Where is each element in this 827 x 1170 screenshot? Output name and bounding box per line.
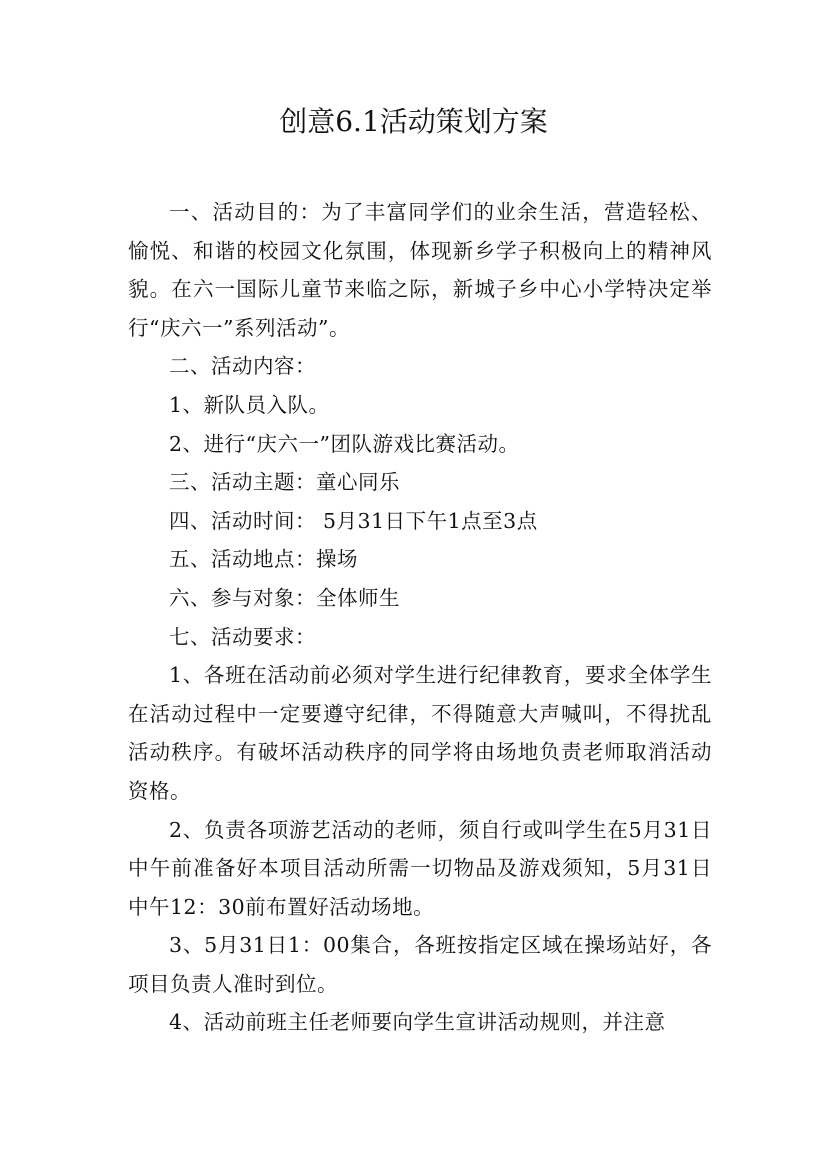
paragraph-requirements-heading: 七、活动要求： bbox=[169, 624, 316, 649]
document-title: 创意6.1活动策划方案 bbox=[279, 105, 548, 138]
paragraph-theme: 三、活动主题：童心同乐 bbox=[169, 470, 400, 495]
paragraph-location: 五、活动地点：操场 bbox=[169, 547, 358, 572]
paragraph-requirement-4: 4、活动前班主任老师要向学生宣讲活动规则，并注意 bbox=[169, 1010, 666, 1035]
paragraph-purpose: 一、活动目的：为了丰富同学们的业余生活，营造轻松、愉悦、和谐的校园文化氛围，体现新乡学子积极向上的精神风貌。在六一国际儿童节来临之际，新城子乡中心小学特决定举行“庆六一”系列活动”。 bbox=[128, 200, 712, 340]
paragraph-requirement-3: 3、5月31日1：00集合，各班按指定区域在操场站好，各项目负责人准时到位。 bbox=[128, 933, 712, 996]
paragraph-content-item-2: 2、进行“庆六一”团队游戏比赛活动。 bbox=[169, 431, 520, 456]
paragraph-content-item-1: 1、新队员入队。 bbox=[169, 392, 330, 417]
paragraph-participants: 六、参与对象：全体师生 bbox=[169, 585, 400, 610]
paragraph-requirement-1: 1、各班在活动前必须对学生进行纪律教育，要求全体学生在活动过程中一定要遵守纪律，不得随意大声喊叫，不得扰乱活动秩序。有破坏活动秩序的同学将由场地负责老师取消活动资格。 bbox=[128, 663, 712, 803]
paragraph-requirement-2: 2、负责各项游艺活动的老师，须自行或叫学生在5月31日中午前准备好本项目活动所需一切物品及游戏须知，5月31日中午12：30前布置好活动场地。 bbox=[128, 817, 712, 919]
paragraph-time: 四、活动时间： 5月31日下午1点至3点 bbox=[169, 508, 538, 533]
paragraph-content-heading: 二、活动内容： bbox=[169, 354, 316, 379]
document-body bbox=[128, 193, 712, 1042]
